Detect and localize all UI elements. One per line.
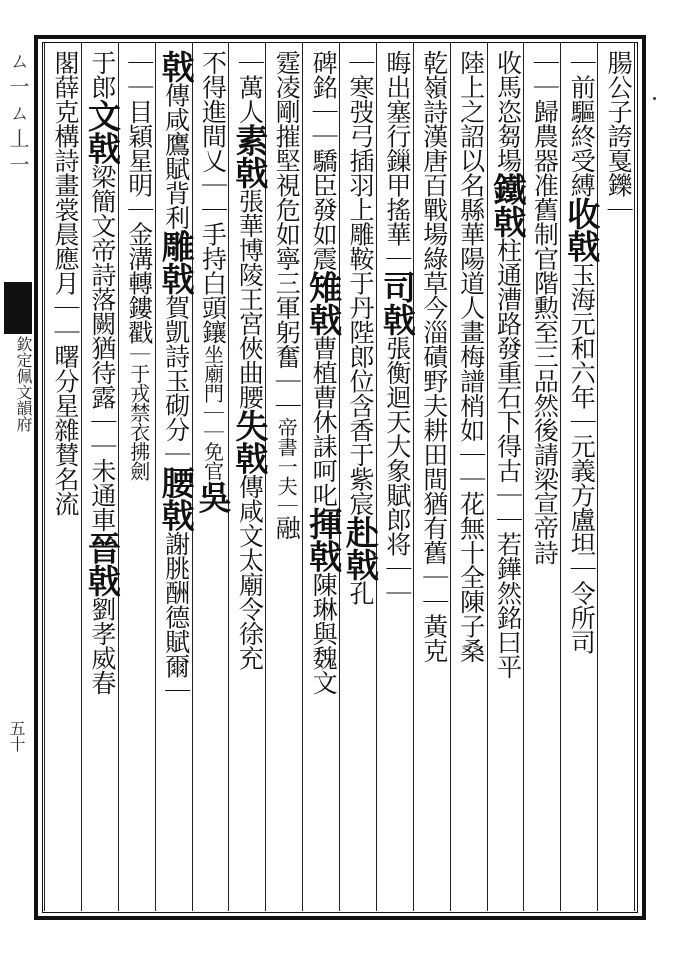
headword: 鐵戟	[488, 172, 528, 238]
column-segment: 帝書一夫｜	[274, 417, 299, 515]
column-segment: 玉海元和六年｜元義方盧坦｜令所司	[567, 262, 597, 654]
column-text	[414, 50, 454, 663]
column-segment: ｜前驅終受縛	[567, 50, 597, 197]
headword: 晉戟	[82, 531, 122, 597]
column-text	[119, 50, 159, 481]
column-segment: 梁簡文帝詩落闕猶待露｜｜未通車	[87, 164, 117, 532]
text-column	[119, 50, 154, 908]
text-column	[598, 50, 633, 908]
column-segment: 乾嶺詩漢唐百戰場綠草今淄磧野夫耕田間猶有舊｜｜黃克	[419, 50, 449, 663]
column-segment: 晦出塞行鏁甲搖華｜	[382, 50, 412, 271]
text-column	[82, 50, 122, 908]
headword: 司戟	[377, 270, 417, 336]
column-segment: 碑銘｜｜驕臣發如震	[309, 50, 339, 271]
column-segment: 謝朓酬德賦爾｜	[161, 531, 191, 703]
column-segment: 三軍躬奮｜｜	[272, 270, 302, 418]
column-text	[451, 50, 491, 663]
page-number: 五十	[7, 720, 26, 752]
column-segment: ｜寒弢弓插羽上雕鞍	[346, 50, 375, 271]
column-text	[266, 50, 306, 540]
column-segment: 陳琳與魏文	[309, 572, 339, 695]
headword: 赴戟	[341, 515, 380, 581]
column-segment: 腸公子誇戛鑠	[604, 50, 634, 197]
text-column	[451, 50, 486, 908]
text-column	[193, 50, 233, 908]
column-segment: 薛克構詩畫裳晨應月｜｜曙分星	[51, 74, 80, 418]
column-segment: 閣	[51, 50, 80, 75]
fish-tail-mark	[4, 282, 32, 334]
column-segment: 于丹陛郎位含香于紫宸	[346, 270, 375, 516]
column-segment: 融	[272, 515, 302, 540]
column-segment: 雜賛名流	[51, 417, 80, 516]
column-text	[45, 50, 85, 516]
text-column	[561, 50, 602, 908]
column-segment: 坐廟門｜｜免官	[200, 344, 225, 481]
column-segment: 孔	[346, 580, 375, 605]
column-segment: 曹植曹休誄呵叱	[309, 335, 339, 507]
column-segment: 于郎	[87, 50, 117, 99]
margin-book-title: 欽定佩文韻府	[14, 336, 33, 432]
text-column	[377, 50, 417, 908]
column-segment: ｜｜目穎星明	[124, 50, 154, 197]
text-column	[303, 50, 344, 908]
text-column	[156, 50, 196, 908]
headword: 戟	[156, 50, 196, 83]
headword: 腰戟	[156, 466, 196, 531]
column-segment: ｜萬人	[235, 50, 265, 124]
speck	[653, 97, 656, 100]
column-text	[229, 50, 269, 670]
column-text	[377, 50, 417, 605]
column-text	[82, 50, 122, 695]
column-text	[340, 50, 380, 605]
text-column	[266, 50, 301, 908]
headword: 雕戟	[156, 229, 196, 295]
column-segment: ｜金溝轉鏤戳	[124, 197, 154, 344]
column-segment: 張衡迴天大象賦郎将｜｜	[382, 335, 412, 605]
text-column	[45, 50, 80, 908]
column-segment: 柱通漕路發重石下得古｜｜若鏵然銘曰平	[493, 237, 523, 679]
text-column	[340, 50, 380, 908]
column-text	[156, 50, 196, 703]
column-segment: ｜	[604, 197, 634, 222]
column-text	[303, 50, 343, 695]
column-segment: 傳咸文太廟令徐充	[235, 474, 265, 670]
column-segment: ｜｜歸農器	[530, 50, 560, 173]
column-segment: 霆凌剛摧堅視危如寧	[272, 50, 302, 271]
headword: 收戟	[562, 197, 602, 262]
headword: 失戟	[230, 409, 270, 474]
column-text	[598, 50, 638, 222]
column-segment: ｜于戎禁衣拂劍	[126, 344, 151, 481]
column-segment: 准舊制官階勲至三品然後請梁宣帝詩	[530, 172, 560, 565]
text-column	[524, 50, 559, 908]
column-text	[488, 50, 528, 679]
column-segment: 張華博陵王宮俠曲腰	[235, 188, 265, 409]
column-segment: 劉孝威春	[87, 596, 117, 695]
column-segment: 賀凱詩玉砌分｜	[161, 294, 191, 466]
headword: 揮戟	[304, 507, 344, 572]
column-segment: 收馬恣芻場	[493, 50, 523, 173]
headword: 雉戟	[304, 270, 344, 336]
column-text	[193, 50, 233, 513]
column-segment: 間乂｜｜手持白頭鑲	[198, 123, 228, 344]
text-column	[229, 50, 270, 908]
text-column	[414, 50, 449, 908]
column-text	[524, 50, 564, 565]
margin-top-chars: ㄙ一ㄙ丄一	[6, 50, 30, 180]
headword: 吳	[193, 480, 233, 513]
text-column	[488, 50, 528, 908]
column-segment: 不得進	[198, 50, 228, 124]
headword: 文戟	[82, 99, 122, 164]
headword: 素戟	[230, 123, 270, 189]
column-text	[561, 50, 601, 654]
column-segment: 傳咸鷹賦背利	[161, 82, 191, 230]
column-segment: 陸上之詔以名縣華陽道人畫梅譜梢如｜｜花無十全陳子桑	[456, 50, 486, 663]
